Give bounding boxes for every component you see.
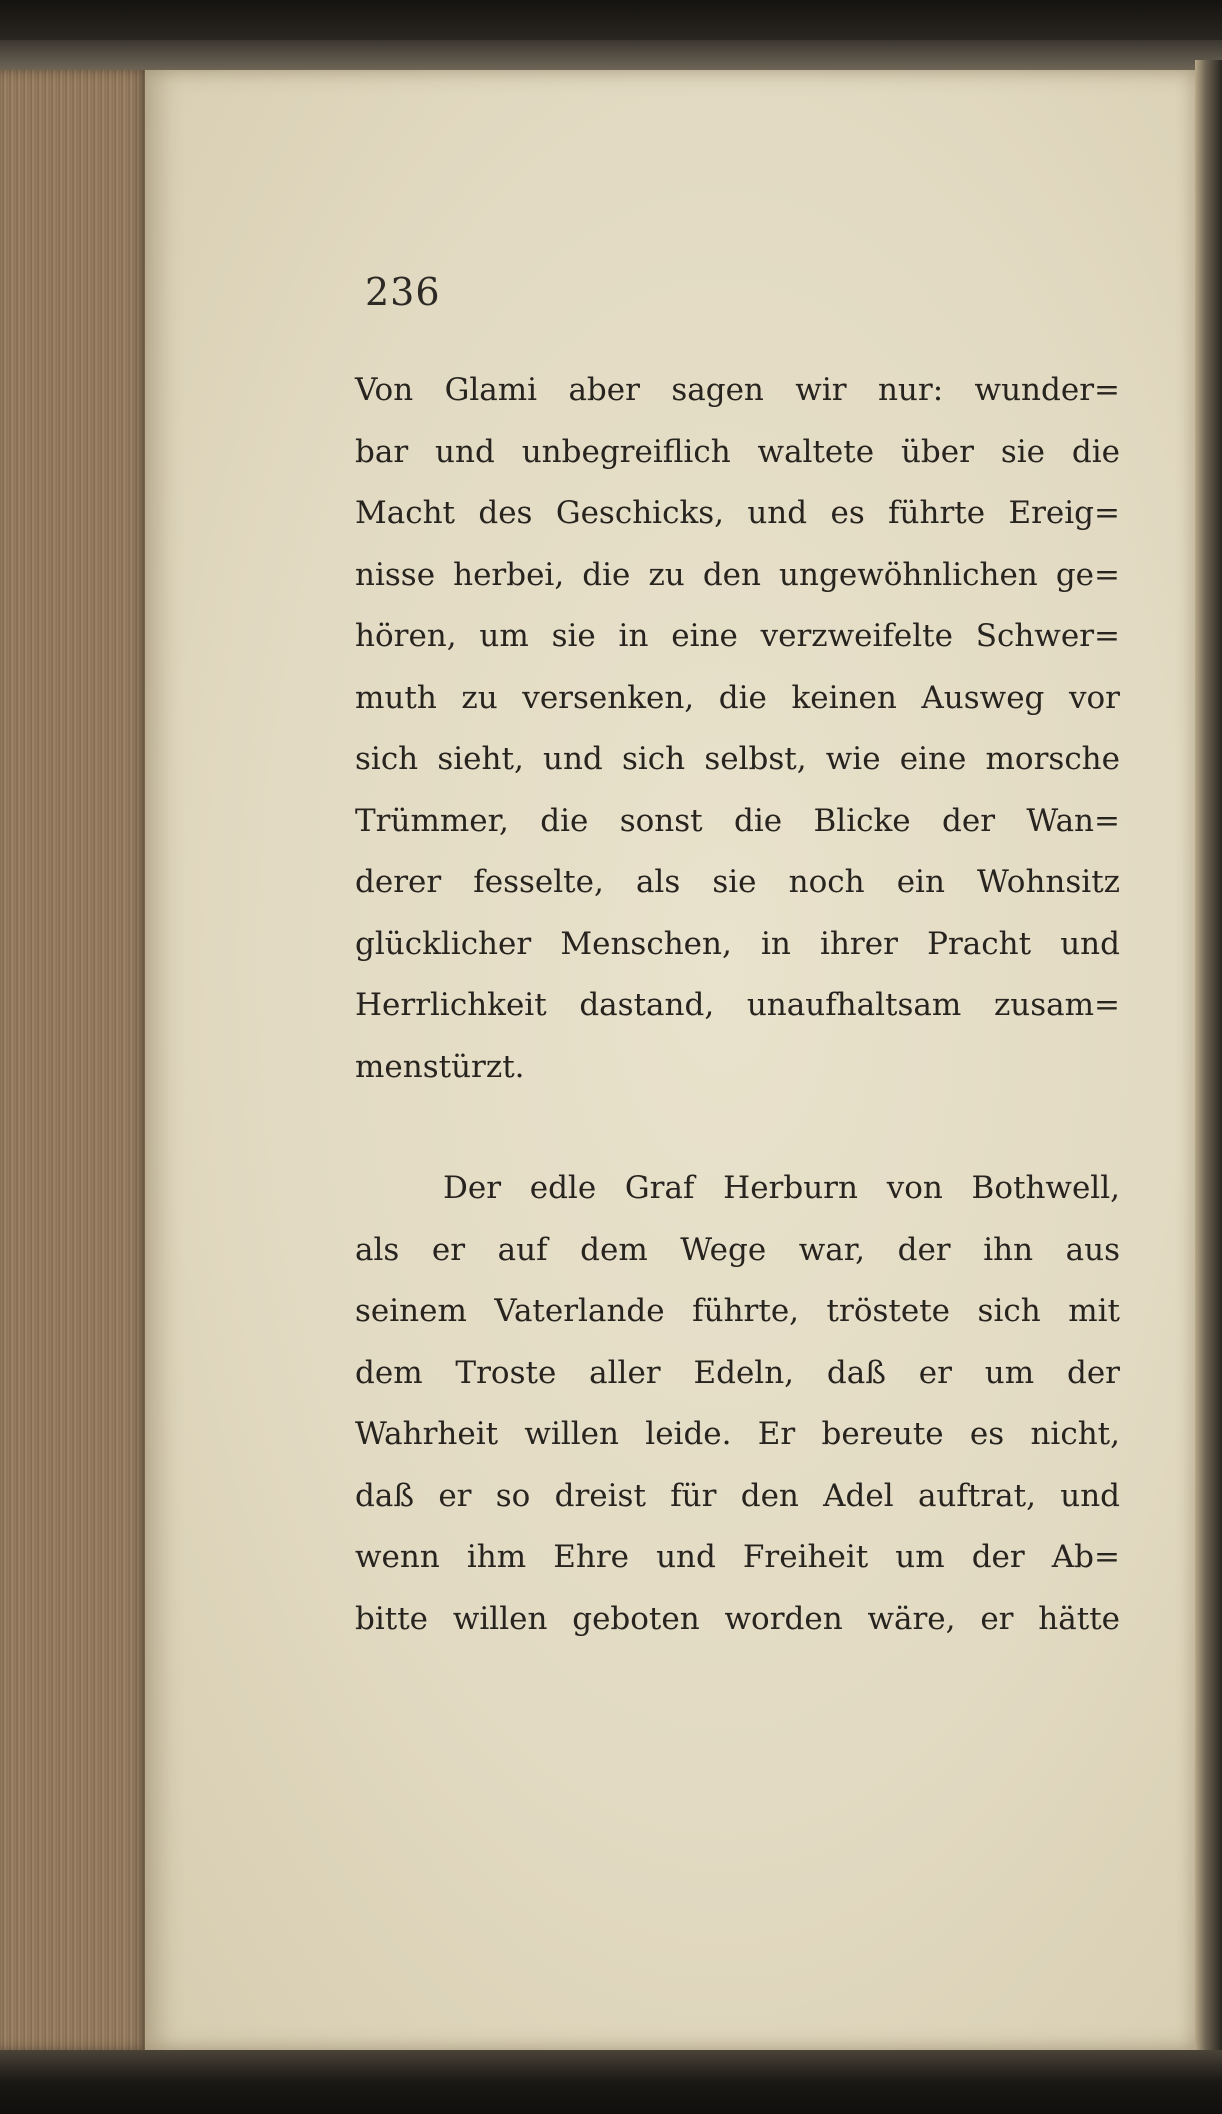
text-line: nisse herbei, die zu den ungewöhnlichen ge= (355, 556, 1120, 593)
text-line: Von Glami aber sagen wir nur: wunder= (355, 372, 1120, 408)
text-line: Wahrheit willen leide. Er bereute es nicht, (355, 1416, 1120, 1452)
text-line: bar und unbegreiflich waltete über sie die (355, 433, 1120, 470)
text-line: Trümmer, die sonst die Blicke der Wan= (355, 802, 1120, 839)
text-line: als er auf dem Wege war, der ihn aus (355, 1231, 1120, 1268)
text-line: derer fesselte, als sie noch ein Wohnsitz (355, 864, 1120, 900)
paragraph-1 (355, 360, 1120, 1098)
text-line: wenn ihm Ehre und Freiheit um der Ab= (355, 1539, 1120, 1575)
text-line: Der edle Graf Herburn von Bothwell, (443, 1170, 1120, 1206)
page-number: 236 (365, 270, 441, 314)
page-stack-edge (0, 70, 150, 2050)
text-line: bitte willen geboten worden wäre, er hätte (355, 1600, 1120, 1637)
text-line: Macht des Geschicks, und es führte Ereig= (355, 495, 1120, 531)
text-line: daß er so dreist für den Adel auftrat, und (355, 1477, 1120, 1514)
text-line: hören, um sie in eine verzweifelte Schwer= (355, 618, 1120, 654)
text-line: seinem Vaterlande führte, tröstete sich mit (355, 1293, 1120, 1329)
text-line: sich sieht, und sich selbst, wie eine morsche (355, 741, 1120, 777)
text-line: Herrlichkeit dastand, unaufhaltsam zusam= (355, 987, 1120, 1023)
book-cover-bottom (0, 2050, 1222, 2114)
book-top-edge (0, 40, 1222, 70)
text-line: menstürzt. (355, 1048, 525, 1085)
text-line: dem Troste aller Edeln, daß er um der (355, 1354, 1120, 1391)
book-right-edge (1195, 60, 1222, 2050)
text-line: glücklicher Menschen, in ihrer Pracht und (355, 925, 1120, 962)
paragraph-2 (355, 1158, 1120, 1650)
text-line: muth zu versenken, die keinen Ausweg vor (355, 679, 1120, 716)
